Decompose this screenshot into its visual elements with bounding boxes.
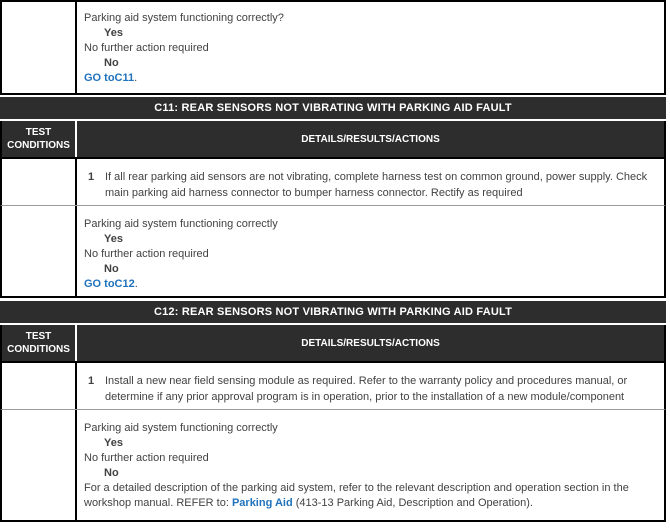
- step-row: [0, 363, 666, 410]
- result-option-no: No: [104, 467, 119, 479]
- section-c12: [0, 301, 666, 522]
- closing-suffix: (413-13 Parking Aid, Description and Operation).: [292, 497, 533, 509]
- test-conditions-cell: [2, 206, 75, 296]
- step-number: 1: [88, 171, 95, 183]
- result-option-no: No: [104, 263, 119, 275]
- link-period: .: [134, 72, 138, 84]
- result-option-yes: Yes: [104, 27, 123, 39]
- details-cell: [77, 206, 664, 296]
- result-question: Parking aid system functioning correctly?: [84, 12, 284, 24]
- closing-note: [84, 481, 656, 511]
- go-to-c11-link[interactable]: GO toC11: [84, 72, 135, 84]
- result-question: Parking aid system functioning correctly: [84, 218, 278, 230]
- section-c11: [0, 97, 666, 298]
- result-row: [0, 410, 666, 522]
- column-header-test-conditions: TEST CONDITIONS: [2, 325, 75, 361]
- test-conditions-cell: [2, 159, 75, 205]
- result-row: [0, 206, 666, 298]
- result-option-yes: Yes: [104, 437, 123, 449]
- details-cell: [77, 2, 664, 93]
- result-row-previous-step: [0, 0, 666, 95]
- result-yes-action: No further action required: [84, 452, 209, 464]
- step-number: 1: [88, 375, 95, 387]
- step-instruction: If all rear parking aid sensors are not vibrating, complete harness test on common ground, power supply. Check main parking aid harness connector to bumper harness connector. Rectify as required: [105, 171, 648, 199]
- result-no-action: [84, 277, 656, 292]
- column-header-test-conditions: TEST CONDITIONS: [2, 121, 75, 157]
- link-period: .: [134, 278, 138, 290]
- go-to-c12-link[interactable]: GO toC12: [84, 278, 135, 290]
- result-option-no: No: [104, 57, 119, 69]
- step-row: [0, 159, 666, 206]
- result-no-action: [84, 71, 656, 86]
- result-yes-action: No further action required: [84, 42, 209, 54]
- result-question: Parking aid system functioning correctly: [84, 422, 278, 434]
- test-conditions-cell: [2, 363, 75, 409]
- details-cell: [77, 159, 664, 205]
- test-conditions-cell: [2, 410, 75, 520]
- column-header-details: DETAILS/RESULTS/ACTIONS: [77, 325, 664, 361]
- column-header-row: [0, 325, 666, 363]
- step-instruction: Install a new near field sensing module as required. Refer to the warranty policy and procedures manual, or determine if any prior approval program is in operation, prior to the installation of a new module/component: [105, 375, 628, 403]
- result-option-yes: Yes: [104, 233, 123, 245]
- column-header-details: DETAILS/RESULTS/ACTIONS: [77, 121, 664, 157]
- closing-prefix: For a detailed description of the parking aid system, refer to the relevant description and operation section in the workshop manual. REFER to:: [84, 482, 629, 509]
- details-cell: [77, 363, 664, 409]
- section-title-c12: C12: REAR SENSORS NOT VIBRATING WITH PARKING AID FAULT: [0, 301, 666, 323]
- details-cell: [77, 410, 664, 520]
- test-conditions-cell: [2, 2, 75, 93]
- section-title-c11: C11: REAR SENSORS NOT VIBRATING WITH PARKING AID FAULT: [0, 97, 666, 119]
- result-yes-action: No further action required: [84, 248, 209, 260]
- column-header-row: [0, 121, 666, 159]
- parking-aid-link[interactable]: Parking Aid: [231, 497, 293, 509]
